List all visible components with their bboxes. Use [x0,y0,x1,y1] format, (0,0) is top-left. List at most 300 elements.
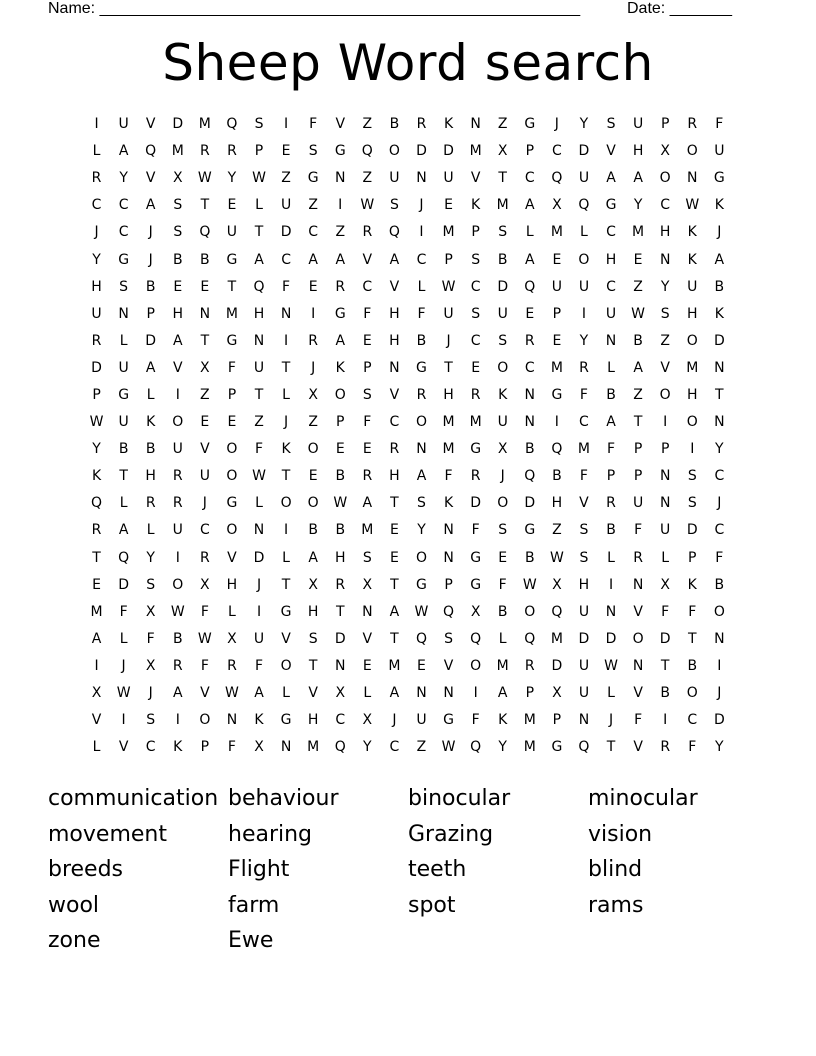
grid-letter: T [281,576,291,593]
grid-letter: M [496,657,509,674]
grid-letter: D [172,116,184,133]
grid-letter: E [444,197,453,214]
word-list-item: binocular [408,786,511,811]
grid-row [83,734,733,761]
grid-letter: V [91,712,102,729]
grid-letter: T [498,170,507,187]
grid-letter: G [334,143,346,160]
grid-letter: B [524,549,535,566]
grid-letter: Q [578,197,590,214]
grid-letter: Y [660,278,670,295]
grid-letter: Z [660,332,670,349]
grid-letter: J [717,495,722,512]
grid-letter: D [497,278,509,295]
grid-letter: I [284,522,289,539]
grid-letter: R [145,495,156,512]
grid-letter: D [713,712,725,729]
grid-letter: U [280,197,292,214]
grid-letter: P [336,414,345,431]
grid-letter: F [254,657,264,674]
grid-letter: H [659,224,671,241]
grid-letter: O [659,170,671,187]
grid-letter: T [715,386,724,403]
grid-letter: A [145,197,156,214]
grid-letter: U [578,685,590,702]
grid-letter: A [335,251,346,268]
grid-letter: M [442,441,455,458]
grid-letter: V [633,685,643,702]
grid-letter: T [308,657,318,674]
grid-letter: W [631,305,646,322]
grid-letter: O [686,143,698,160]
grid-letter: D [118,576,129,593]
name-field-label[interactable]: Name: ______________________________________________________ [48,0,581,17]
grid-letter: S [498,522,508,539]
grid-letter: U [199,468,210,485]
grid-letter: S [173,197,183,214]
grid-letter: A [172,332,183,349]
grid-letter: X [145,603,156,620]
grid-letter: H [226,576,238,593]
grid-letter: R [416,116,427,133]
grid-letter: E [552,251,562,268]
grid-letter: L [661,549,670,566]
grid-letter: I [473,685,478,702]
grid-letter: E [471,359,481,376]
grid-letter: F [119,603,128,620]
grid-letter: S [146,576,156,593]
grid-letter: T [660,657,670,674]
grid-letter: S [579,549,589,566]
grid-letter: D [713,332,725,349]
grid-letter: J [256,576,262,593]
grid-letter: J [284,414,289,431]
grid-letter: T [254,386,264,403]
grid-letter: Q [253,278,265,295]
grid-letter: V [281,630,291,647]
grid-letter: T [200,332,210,349]
grid-letter: S [606,116,616,133]
grid-letter: B [606,386,616,403]
grid-letter: F [715,116,724,133]
grid-letter: M [469,414,482,431]
grid-letter: G [470,441,482,458]
grid-letter: L [525,224,534,241]
grid-letter: M [198,116,211,133]
grid-letter: V [389,386,400,403]
date-field-label[interactable]: Date: _______ [627,0,732,17]
grid-letter: B [497,603,508,620]
grid-letter: I [717,657,722,674]
grid-letter: G [280,603,292,620]
grid-letter: E [498,549,508,566]
grid-letter: D [578,630,590,647]
grid-letter: M [523,739,536,756]
grid-letter: R [362,468,373,485]
grid-letter: E [335,441,345,458]
word-list-item: behaviour [228,786,339,811]
grid-letter: A [497,685,508,702]
grid-letter: Y [119,170,128,187]
grid-letter: D [91,359,102,376]
grid-letter: I [256,603,262,620]
grid-row [83,111,733,138]
grid-letter: N [226,712,238,729]
grid-letter: R [633,549,643,566]
grid-letter: V [606,143,616,160]
grid-letter: B [145,441,156,458]
grid-letter: M [361,522,374,539]
grid-letter: M [442,224,455,241]
grid-letter: F [688,603,697,620]
grid-letter: C [524,359,535,376]
grid-letter: O [307,495,319,512]
grid-letter: P [227,386,237,403]
grid-letter: V [118,739,129,756]
grid-letter: X [497,441,508,458]
grid-letter: N [335,170,346,187]
grid-letter: C [362,278,373,295]
grid-letter: Z [254,414,264,431]
grid-letter: C [470,332,481,349]
grid-letter: F [227,359,236,376]
grid-letter: T [227,278,237,295]
grid-letter: S [254,116,264,133]
grid-letter: I [175,549,180,566]
grid-letter: L [228,603,236,620]
grid-letter: W [522,576,537,593]
grid-letter: W [197,170,212,187]
word-list-item: Flight [228,857,290,883]
grid-letter: Z [362,116,373,133]
grid-letter: N [687,170,698,187]
grid-row [83,572,733,599]
grid-letter: V [200,441,210,458]
grid-letter: S [498,332,508,349]
grid-letter: I [608,576,614,593]
grid-letter: X [308,386,318,403]
grid-letter: M [388,657,401,674]
grid-letter: F [498,576,507,593]
grid-letter: F [634,712,643,729]
grid-letter: E [200,414,210,431]
grid-letter: V [145,116,156,133]
grid-letter: T [444,359,453,376]
grid-letter: B [416,332,427,349]
grid-letter: V [172,359,183,376]
grid-letter: A [308,549,318,566]
grid-row [83,165,733,192]
grid-letter: A [118,522,129,539]
grid-letter: R [227,143,237,160]
grid-letter: A [389,251,400,268]
grid-letter: N [659,251,671,268]
grid-letter: C [579,414,589,431]
grid-letter: Q [443,603,455,620]
grid-letter: F [254,441,264,458]
grid-letter: G [605,197,617,214]
grid-letter: E [525,305,535,322]
word-list-item: farm [228,892,280,918]
grid-letter: T [254,224,264,241]
grid-letter: S [308,630,318,647]
grid-letter: O [307,441,319,458]
grid-letter: U [497,305,508,322]
grid-letter: T [633,414,643,431]
grid-letter: D [524,495,536,512]
grid-letter: I [175,386,180,403]
grid-letter: E [227,414,237,431]
grid-letter: P [254,143,264,160]
grid-letter: R [470,386,481,403]
grid-letter: R [579,359,589,376]
grid-letter: J [311,359,316,376]
grid-letter: Y [579,332,589,349]
grid-letter: X [145,657,156,674]
grid-letter: H [389,305,400,322]
grid-letter: B [335,522,346,539]
grid-letter: G [118,386,130,403]
grid-letter: A [254,685,264,702]
grid-letter: G [551,739,563,756]
grid-letter: L [119,332,128,349]
grid-letter: D [253,549,265,566]
grid-letter: Z [552,522,562,539]
grid-letter: K [714,197,724,214]
grid-letter: D [686,522,698,539]
grid-letter: M [90,603,103,620]
grid-letter: N [280,739,292,756]
grid-letter: F [309,116,318,133]
grid-row [83,246,733,273]
grid-letter: I [175,712,180,729]
grid-letter: O [686,414,698,431]
grid-letter: S [173,224,183,241]
grid-letter: I [284,116,289,133]
grid-letter: W [604,657,618,674]
grid-letter: L [282,386,290,403]
grid-letter: M [523,712,536,729]
grid-letter: Q [226,116,238,133]
grid-letter: C [714,522,725,539]
grid-letter: N [714,359,725,376]
grid-letter: V [470,170,481,187]
grid-letter: B [714,576,725,593]
grid-letter: Q [91,495,103,512]
grid-letter: L [607,685,615,702]
grid-letter: N [632,657,644,674]
grid-row [83,328,733,355]
word-list [48,781,768,959]
grid-letter: N [714,630,725,647]
grid-letter: E [552,332,562,349]
grid-letter: J [148,224,153,241]
grid-letter: A [633,170,643,187]
grid-letter: G [524,116,536,133]
grid-letter: C [118,224,129,241]
grid-letter: I [121,712,126,729]
grid-letter: O [226,441,238,458]
grid-letter: B [552,468,562,485]
word-list-item: breeds [48,857,124,883]
grid-letter: W [360,197,375,214]
grid-letter: G [470,549,482,566]
grid-letter: R [335,278,346,295]
grid-letter: H [307,712,319,729]
grid-letter: V [579,495,589,512]
grid-letter: F [579,386,588,403]
grid-letter: E [281,143,291,160]
grid-letter: U [389,170,400,187]
grid-letter: E [200,278,210,295]
grid-letter: I [690,441,695,458]
grid-letter: B [524,441,535,458]
word-list-item: minocular [588,786,698,811]
word-list-item: Ewe [228,928,274,954]
grid-letter: R [199,549,210,566]
grid-letter: Z [633,278,643,295]
grid-letter: K [498,712,508,729]
grid-letter: F [200,603,209,620]
grid-letter: R [172,468,183,485]
grid-letter: A [118,143,129,160]
grid-letter: T [390,576,399,593]
grid-letter: R [416,386,427,403]
grid-letter: Z [281,170,291,187]
grid-letter: L [580,224,588,241]
grid-letter: U [416,712,427,729]
grid-letter: K [91,468,102,485]
grid-letter: R [362,224,373,241]
word-list-item: wool [48,892,100,918]
grid-letter: O [280,657,292,674]
grid-letter: S [498,224,508,241]
grid-letter: R [308,332,319,349]
grid-letter: J [121,657,126,674]
grid-letter: N [280,305,292,322]
grid-letter: L [146,522,155,539]
grid-letter: V [335,116,346,133]
grid-letter: D [416,143,427,160]
grid-row [83,599,733,626]
grid-letter: O [497,495,509,512]
grid-letter: X [362,576,373,593]
grid-letter: U [578,170,590,187]
word-list-item: vision [588,821,653,847]
grid-letter: H [145,468,156,485]
grid-letter: U [632,116,644,133]
grid-letter: X [362,712,373,729]
grid-letter: O [686,332,698,349]
grid-letter: X [91,685,102,702]
grid-row [83,301,733,328]
grid-letter: U [172,441,183,458]
grid-letter: K [714,305,724,322]
grid-letter: L [607,549,615,566]
grid-letter: X [660,576,670,593]
grid-letter: B [172,251,183,268]
grid-letter: S [579,522,589,539]
grid-letter: Y [417,522,426,539]
grid-letter: B [389,116,400,133]
grid-letter: K [146,414,156,431]
grid-letter: M [632,224,645,241]
grid-letter: T [335,603,345,620]
grid-letter: O [388,143,400,160]
grid-letter: O [659,386,671,403]
grid-letter: D [334,630,346,647]
grid-letter: I [284,332,289,349]
grid-letter: T [390,630,399,647]
grid-letter: Q [578,739,590,756]
grid-letter: H [551,495,563,512]
word-list-item: rams [588,892,644,918]
grid-letter: O [578,251,590,268]
grid-letter: W [252,468,266,485]
grid-letter: C [335,712,346,729]
grid-letter: H [389,468,400,485]
grid-letter: W [441,278,456,295]
grid-letter: Q [470,630,482,647]
grid-letter: U [578,657,590,674]
grid-letter: E [362,441,372,458]
grid-letter: R [606,495,616,512]
grid-letter: L [92,739,101,756]
grid-letter: N [199,305,211,322]
grid-letter: R [335,576,346,593]
grid-row [83,138,733,165]
grid-letter: F [282,278,291,295]
grid-letter: L [363,685,372,702]
grid-letter: P [660,116,670,133]
grid-letter: O [470,657,482,674]
grid-letter: A [91,630,102,647]
grid-letter: B [118,441,129,458]
grid-letter: G [307,170,319,187]
grid-letter: N [443,522,454,539]
grid-letter: K [687,224,697,241]
grid-letter: Q [361,143,373,160]
grid-letter: K [443,116,454,133]
grid-letter: G [416,359,427,376]
grid-letter: Z [633,386,643,403]
grid-letter: H [443,386,454,403]
grid-letter: Y [363,739,372,756]
grid-row [83,463,733,490]
grid-letter: R [524,657,535,674]
grid-letter: C [687,712,698,729]
grid-letter: Z [416,739,427,756]
grid-letter: H [307,603,319,620]
grid-letter: N [335,657,346,674]
grid-letter: E [417,657,426,674]
grid-letter: L [498,630,507,647]
grid-letter: M [550,359,563,376]
grid-letter: V [227,549,237,566]
grid-letter: O [199,712,211,729]
grid-letter: B [145,278,156,295]
grid-letter: N [605,603,617,620]
grid-letter: A [172,685,183,702]
grid-letter: J [717,224,722,241]
grid-row [83,653,733,680]
grid-letter: C [118,197,129,214]
grid-letter: C [551,143,562,160]
grid-letter: T [606,739,616,756]
grid-letter: J [392,712,397,729]
grid-letter: X [172,170,183,187]
grid-letter: P [444,576,453,593]
